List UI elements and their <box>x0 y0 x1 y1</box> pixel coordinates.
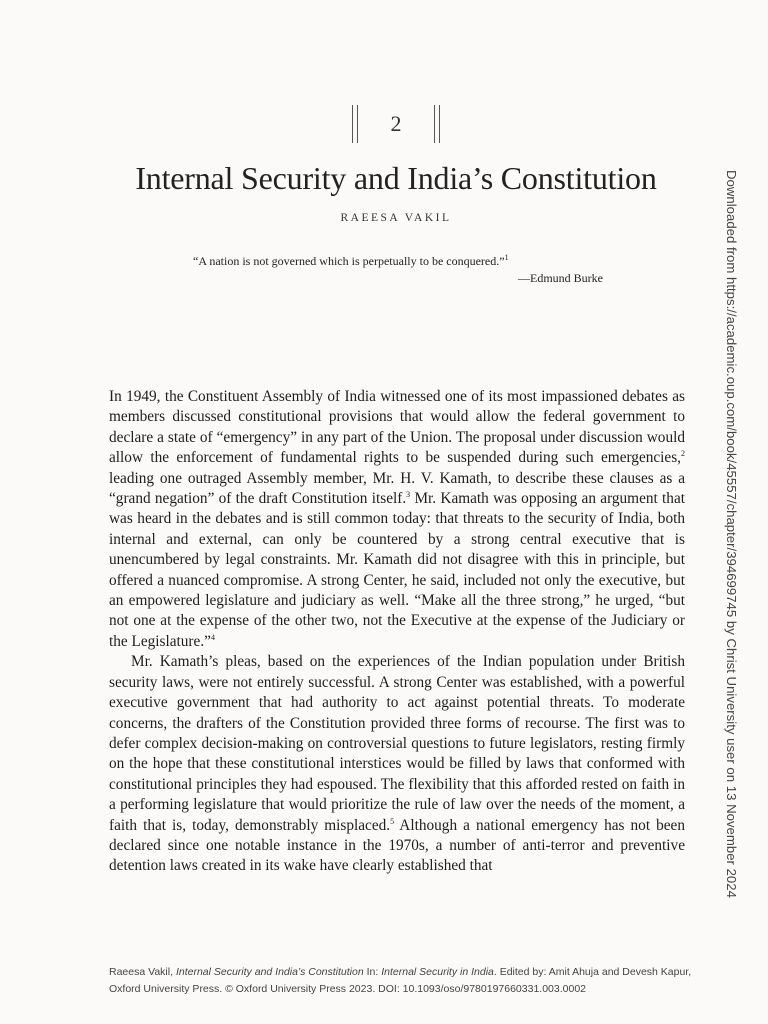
citation-chapter-title: Internal Security and India’s Constitution <box>175 966 364 978</box>
download-watermark <box>724 170 744 898</box>
epigraph <box>193 253 603 287</box>
citation-book-title: Internal Security in India <box>381 966 494 978</box>
chapter-number: 2 <box>390 111 402 136</box>
paragraph-text: Mr. Kamath was opposing an argument that was heard in the debates and is still common today: that threats to the security of India, both internal and external, can only be countered by a strong central executive that is unencumbered by legal constraints. Mr. Kamath did not disagree with this in principle, but offered a nuanced compromise. A strong Center, he said, included not only the executive, but an empowered legislature and judiciary as well. “Make all the three strong,” he urged, “but not one at the expense of the other two, not the Executive at the expense of the Judiciary or the Legislature.” <box>109 490 685 650</box>
citation-author: Raeesa Vakil, <box>109 966 174 978</box>
chapter-author: RAEESA VAKIL <box>340 212 452 224</box>
paragraph-2 <box>109 652 685 876</box>
download-note: Downloaded from https://academic.oup.com/book/45557/chapter/394699745 by Christ University user on 13 November 2024 <box>724 170 739 898</box>
paragraph-text: Although a national emergency has not been declared since one notable instance in the 1970s, a number of anti-terror and preventive detention laws created in its wake have clearly established that <box>109 816 685 875</box>
footnote-ref[interactable]: 2 <box>681 449 685 459</box>
paragraph-1 <box>109 387 685 652</box>
epigraph-attribution: —Edmund Burke <box>518 271 603 285</box>
chapter-title: Internal Security and India’s Constitution <box>135 160 657 196</box>
decorative-rule-right <box>434 105 440 143</box>
citation-footer <box>109 964 709 998</box>
decorative-rule-left <box>352 105 358 143</box>
footnote-ref[interactable]: 1 <box>504 253 509 262</box>
citation-line-2: Oxford University Press. © Oxford University Press 2023. DOI: 10.1093/oso/9780197660331.003.0002 <box>109 983 586 995</box>
chapter-number-block <box>0 104 768 144</box>
paragraph-text: leading one outraged Assembly member, Mr. H. V. Kamath, to describe these clauses as a “grand negation” of the draft Constitution itself. <box>109 469 685 508</box>
footnote-ref[interactable]: 5 <box>390 816 395 826</box>
epigraph-quote <box>193 253 603 270</box>
paragraph-text: In 1949, the Constituent Assembly of India witnessed one of its most impassioned debates as members discussed constitutional provisions that would allow the federal government to declare a state of “emergency” in any part of the Union. The proposal under discussion would allow the enforcement of fundamental rights to be suspended during such emergencies, <box>109 388 685 467</box>
body-text <box>109 387 685 877</box>
citation-line-1 <box>109 964 709 981</box>
footnote-ref[interactable]: 4 <box>210 632 215 642</box>
footnote-ref[interactable]: 3 <box>406 489 411 499</box>
epigraph-quote-text: “A nation is not governed which is perpetually to be conquered.” <box>193 254 505 268</box>
citation-in-label: In: <box>366 966 379 978</box>
paragraph-text: Mr. Kamath’s pleas, based on the experiences of the Indian population under British security laws, were not entirely successful. A strong Center was established, with a powerful executive government that had authority to act against potential threats. To moderate concerns, the drafters of the Constitution provided three forms of recourse. The first was to defer complex decision-making on controversial questions to future legislators, resting firmly on the hope that these constitutional interstices would be filled by laws that conformed with constitutional principles they had espoused. The flexibility that this afforded rested on faith in a performing legislature that would prioritize the rule of law over the needs of the moment, a faith that is, today, demonstrably misplaced. <box>109 653 685 834</box>
citation-editors: . Edited by: Amit Ahuja and Devesh Kapur, <box>493 966 692 978</box>
